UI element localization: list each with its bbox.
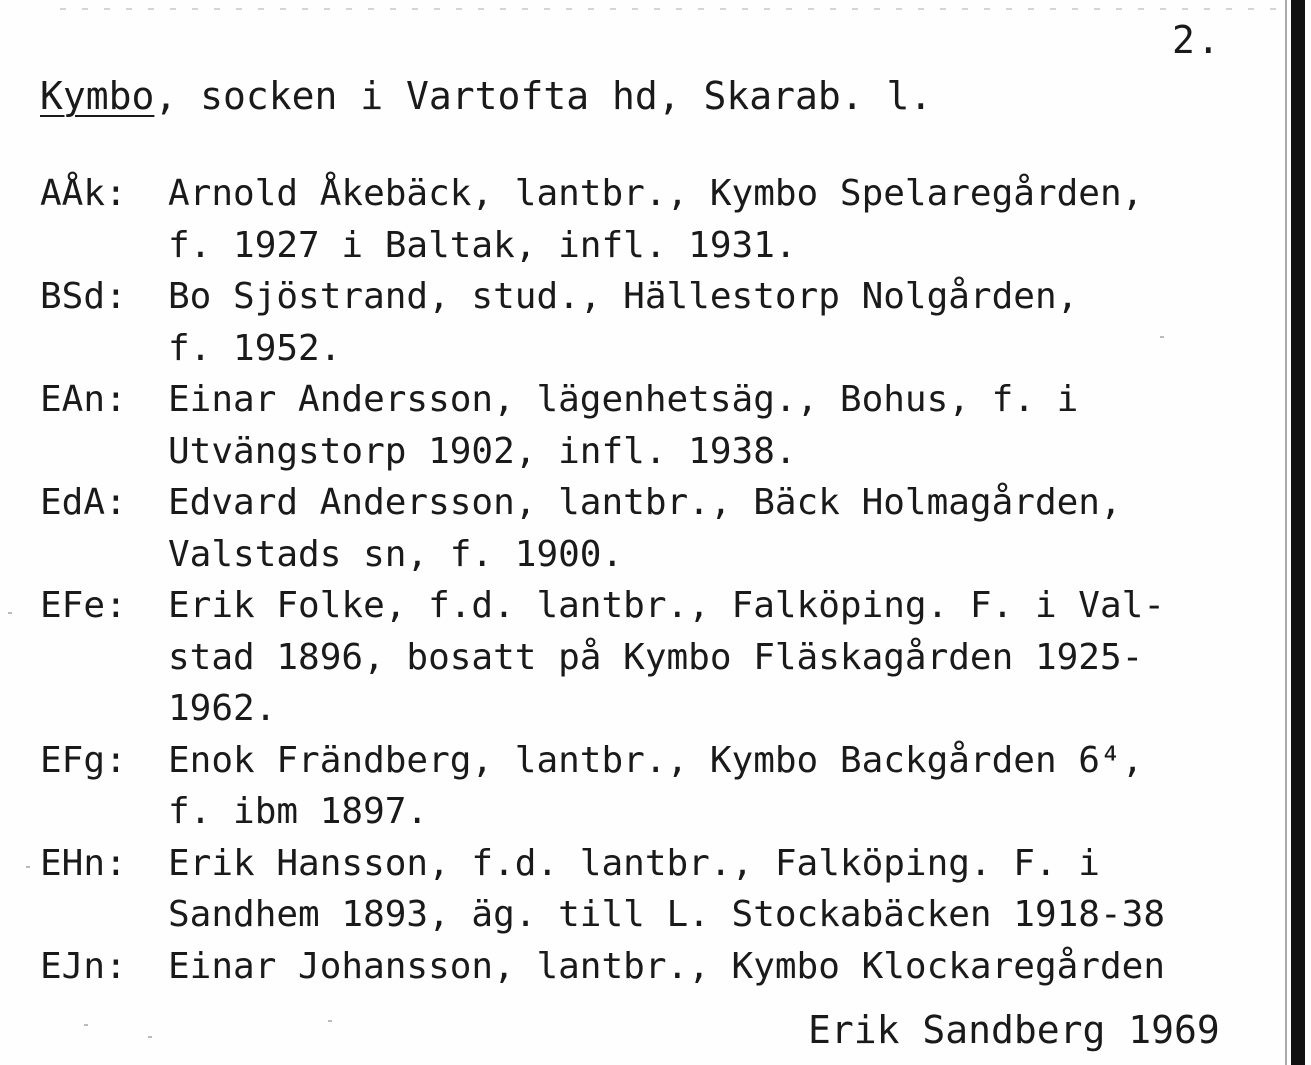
card-heading bbox=[40, 74, 932, 118]
informant-code: BSd: bbox=[40, 276, 127, 317]
entry-line: stad 1896, bosatt på Kymbo Fläskagården 1925- bbox=[168, 636, 1144, 678]
scan-speck bbox=[1160, 336, 1164, 338]
scan-artifact-edge-thin bbox=[1285, 0, 1287, 1065]
informant-code: EFg: bbox=[40, 739, 127, 781]
informant-code: EJn: bbox=[40, 945, 127, 987]
informant-text bbox=[168, 941, 1165, 993]
informant-text bbox=[168, 735, 1143, 838]
scan-artifact-top bbox=[60, 8, 1280, 10]
entry-line: Enok Frändberg, lantbr., Kymbo Backgården 6⁴, bbox=[168, 739, 1144, 781]
informant-entry bbox=[40, 168, 1280, 271]
entry-line: Einar Andersson, lägenhetsäg., Bohus, f. i bbox=[168, 379, 1079, 420]
entry-line: f. 1927 i Baltak, infl. 1931. bbox=[168, 224, 797, 266]
entry-line: Edvard Andersson, lantbr., Bäck Holmagården, bbox=[168, 482, 1122, 523]
informant-code: EdA: bbox=[40, 482, 127, 523]
heading-place-name: Kymbo bbox=[40, 74, 155, 118]
informant-text bbox=[168, 271, 1078, 374]
entry-line: Bo Sjöstrand, stud., Hällestorp Nolgården, bbox=[168, 276, 1079, 317]
informant-entry bbox=[40, 735, 1280, 838]
scan-speck bbox=[8, 612, 12, 614]
informant-text bbox=[168, 838, 1165, 941]
entry-line: Utvängstorp 1902, infl. 1938. bbox=[168, 430, 797, 472]
informant-text bbox=[168, 374, 1078, 477]
informant-code: AÅk: bbox=[40, 173, 127, 214]
scan-speck bbox=[328, 1020, 332, 1022]
entry-line: f. ibm 1897. bbox=[168, 791, 429, 832]
signature: Erik Sandberg 1969 bbox=[808, 1008, 1220, 1052]
scan-speck bbox=[84, 1024, 88, 1026]
informant-text bbox=[168, 477, 1122, 580]
entry-line: f. 1952. bbox=[168, 327, 342, 369]
scan-speck bbox=[26, 866, 30, 868]
informant-code: EAn: bbox=[40, 379, 127, 420]
informant-list bbox=[40, 168, 1280, 992]
entry-line: Erik Hansson, f.d. lantbr., Falköping. F. i bbox=[168, 842, 1100, 884]
informant-entry bbox=[40, 838, 1280, 941]
informant-text bbox=[168, 168, 1143, 271]
entry-line: Arnold Åkebäck, lantbr., Kymbo Spelaregården, bbox=[168, 173, 1144, 214]
entry-line: Einar Johansson, lantbr., Kymbo Klockaregården bbox=[168, 945, 1165, 987]
scan-artifact-edge bbox=[1291, 0, 1305, 1065]
entry-line: Erik Folke, f.d. lantbr., Falköping. F. i Val- bbox=[168, 585, 1165, 626]
informant-entry bbox=[40, 580, 1280, 735]
informant-entry bbox=[40, 374, 1280, 477]
page-number: 2. bbox=[1172, 18, 1222, 62]
informant-entry bbox=[40, 941, 1280, 993]
informant-text bbox=[168, 580, 1165, 735]
informant-code: EFe: bbox=[40, 585, 127, 626]
entry-line: 1962. bbox=[168, 688, 277, 729]
informant-entry bbox=[40, 477, 1280, 580]
informant-entry bbox=[40, 271, 1280, 374]
entry-line: Valstads sn, f. 1900. bbox=[168, 533, 624, 575]
scan-speck bbox=[148, 1036, 152, 1038]
entry-line: Sandhem 1893, äg. till L. Stockabäcken 1918-38 bbox=[168, 894, 1165, 935]
heading-description: , socken i Vartofta hd, Skarab. l. bbox=[154, 74, 933, 118]
informant-code: EHn: bbox=[40, 842, 127, 884]
